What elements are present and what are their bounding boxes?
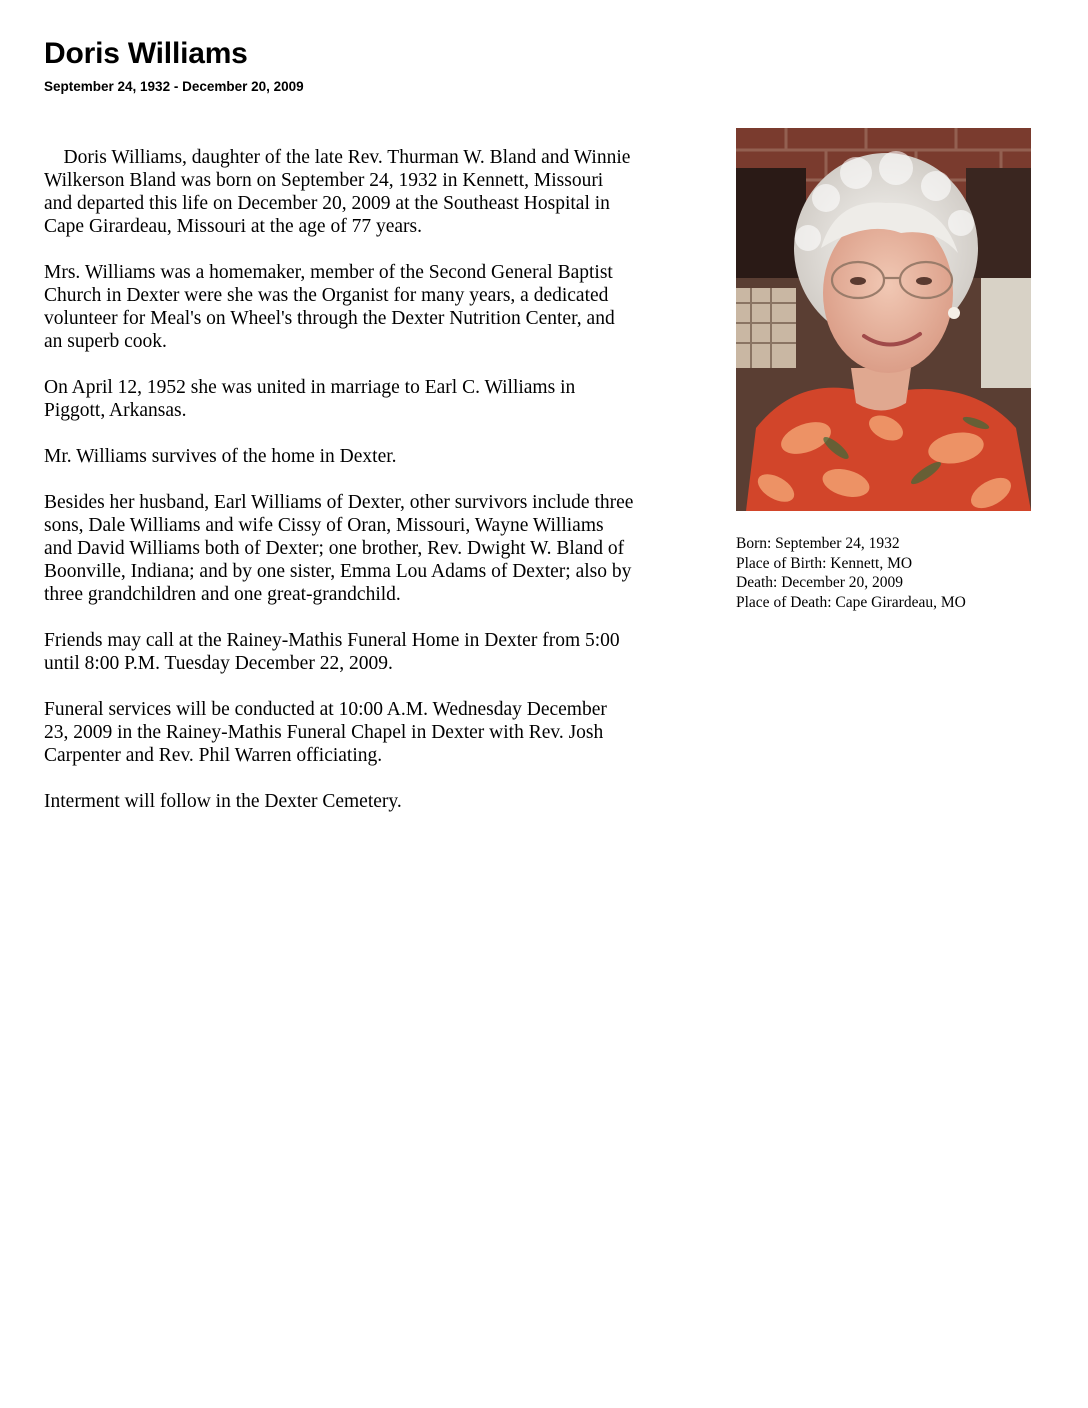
- fact-death-place: Place of Death: Cape Girardeau, MO: [736, 593, 966, 611]
- text-line: Mr. Williams survives of the home in Dexter.: [44, 446, 397, 467]
- text-line: Interment will follow in the Dexter Cemetery.: [44, 791, 402, 812]
- paragraph-interment: [44, 790, 704, 813]
- text-line: Church in Dexter were she was the Organist for many years, a dedicated: [44, 285, 609, 306]
- text-line: until 8:00 P.M. Tuesday December 22, 2009.: [44, 653, 393, 674]
- paragraph-intro: [44, 146, 704, 238]
- portrait-illustration: [736, 128, 1031, 511]
- fact-born: Born: September 24, 1932: [736, 535, 900, 552]
- text-line: Cape Girardeau, Missouri at the age of 77 years.: [44, 216, 422, 237]
- text-line: three grandchildren and one great-grandchild.: [44, 584, 401, 605]
- text-line: Piggott, Arkansas.: [44, 400, 187, 421]
- life-dates: September 24, 1932 - December 20, 2009: [44, 79, 304, 94]
- text-line: On April 12, 1952 she was united in marriage to Earl C. Williams in: [44, 377, 576, 398]
- paragraph-husband: [44, 445, 704, 468]
- fact-death: Death: December 20, 2009: [736, 574, 903, 591]
- paragraph-services: [44, 698, 704, 767]
- paragraph-marriage: [44, 376, 704, 422]
- fact-birth-place: Place of Birth: Kennett, MO: [736, 554, 913, 572]
- text-line: Besides her husband, Earl Williams of Dexter, other survivors include three: [44, 492, 634, 513]
- paragraph-survivors: [44, 491, 704, 606]
- paragraph-life: [44, 261, 704, 353]
- text-line: Doris Williams, daughter of the late Rev. Thurman W. Bland and Winnie: [44, 147, 631, 168]
- obituary-text: [44, 146, 704, 836]
- portrait-photo: [736, 128, 1031, 511]
- text-line: and departed this life on December 20, 2009 at the Southeast Hospital in: [44, 193, 610, 214]
- text-line: Boonville, Indiana; and by one sister, Emma Lou Adams of Dexter; also by: [44, 561, 632, 582]
- text-line: Wilkerson Bland was born on September 24, 1932 in Kennett, Missouri: [44, 170, 604, 191]
- text-line: an superb cook.: [44, 331, 167, 352]
- paragraph-visitation: [44, 629, 704, 675]
- text-line: sons, Dale Williams and wife Cissy of Oran, Missouri, Wayne Williams: [44, 515, 604, 536]
- text-line: volunteer for Meal's on Wheel's through the Dexter Nutrition Center, and: [44, 308, 615, 329]
- vital-facts: [736, 534, 966, 612]
- text-line: Funeral services will be conducted at 10:00 A.M. Wednesday December: [44, 699, 607, 720]
- obituary-name: Doris Williams: [44, 37, 248, 70]
- text-line: and David Williams both of Dexter; one brother, Rev. Dwight W. Bland of: [44, 538, 625, 559]
- text-line: Friends may call at the Rainey-Mathis Funeral Home in Dexter from 5:00: [44, 630, 620, 651]
- text-line: 23, 2009 in the Rainey-Mathis Funeral Chapel in Dexter with Rev. Josh: [44, 722, 604, 743]
- text-line: Mrs. Williams was a homemaker, member of the Second General Baptist: [44, 262, 613, 283]
- text-line: Carpenter and Rev. Phil Warren officiating.: [44, 745, 383, 766]
